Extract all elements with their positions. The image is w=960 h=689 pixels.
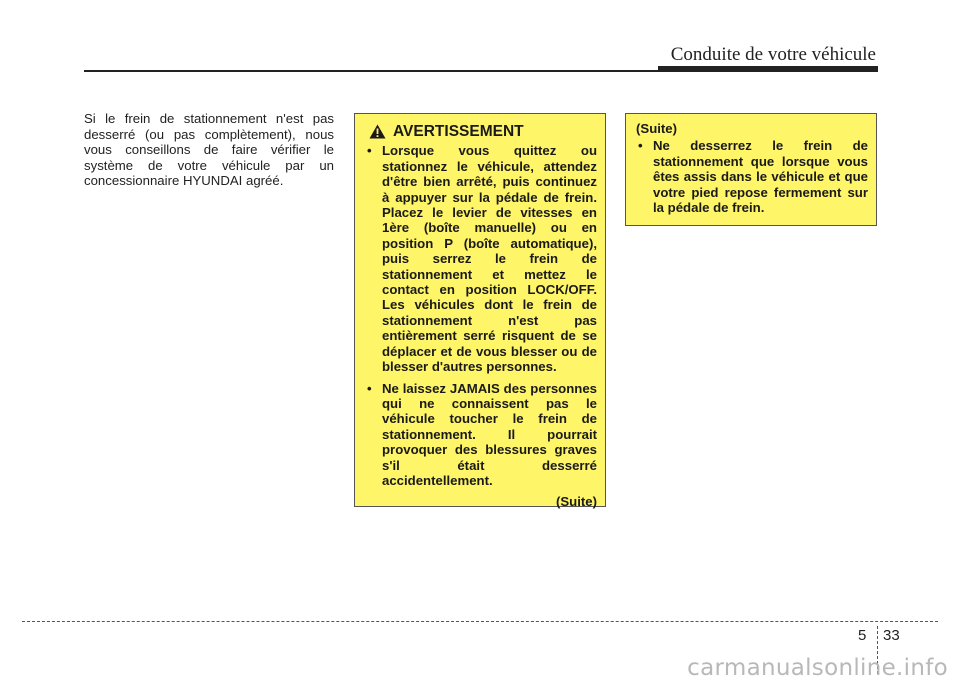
continuation-list	[636, 138, 868, 215]
footer-rule	[22, 621, 938, 622]
warning-heading	[365, 124, 597, 139]
header-rule-accent	[658, 66, 878, 72]
continued-label: (Suite)	[555, 494, 597, 510]
watermark: carmanualsonline.info	[687, 655, 948, 681]
warning-item: • Ne laissez JAMAIS des personnes qui ne connaissent pas le véhicule toucher le frein de stationnement. Il pourrait provoquer des blessures graves s'il était desserré accidentellement.	[365, 381, 597, 489]
warning-box	[354, 113, 606, 510]
warning-title: AVERTISSEMENT	[393, 123, 524, 140]
warning-triangle-icon	[369, 124, 386, 139]
section-title: Conduite de votre véhicule	[670, 44, 876, 65]
continuation-box	[625, 113, 877, 226]
body-paragraph: Si le frein de stationnement n'est pas desserré (ou pas complètement), nous vous conseillons de faire vérifier le système de votre véhicule par un concessionnaire HYUNDAI agréé.	[84, 111, 334, 188]
warning-item: • Lorsque vous quittez ou stationnez le véhicule, attendez d'être bien arrêté, puis continuez à appuyer sur la pédale de frein. Placez le levier de vitesses en 1ère (boîte manuelle) ou en position P (boîte automatique), puis serrez le frein de stationnement et mettez le contact en position LOCK/OFF. Les véhicules dont le frein de stationnement n'est pas entièrement serré risquent de se déplacer et de vous blesser ou de blesser d'autres personnes.	[365, 143, 597, 374]
continuation-item: • Ne desserrez le frein de stationnement que lorsque vous êtes assis dans le véhicule et que votre pied repose fermement sur la pédale de frein.	[636, 138, 868, 215]
page-number: 33	[883, 627, 900, 644]
warning-list	[365, 143, 597, 488]
chapter-number: 5	[858, 627, 867, 644]
continuation-heading: (Suite)	[636, 121, 678, 136]
